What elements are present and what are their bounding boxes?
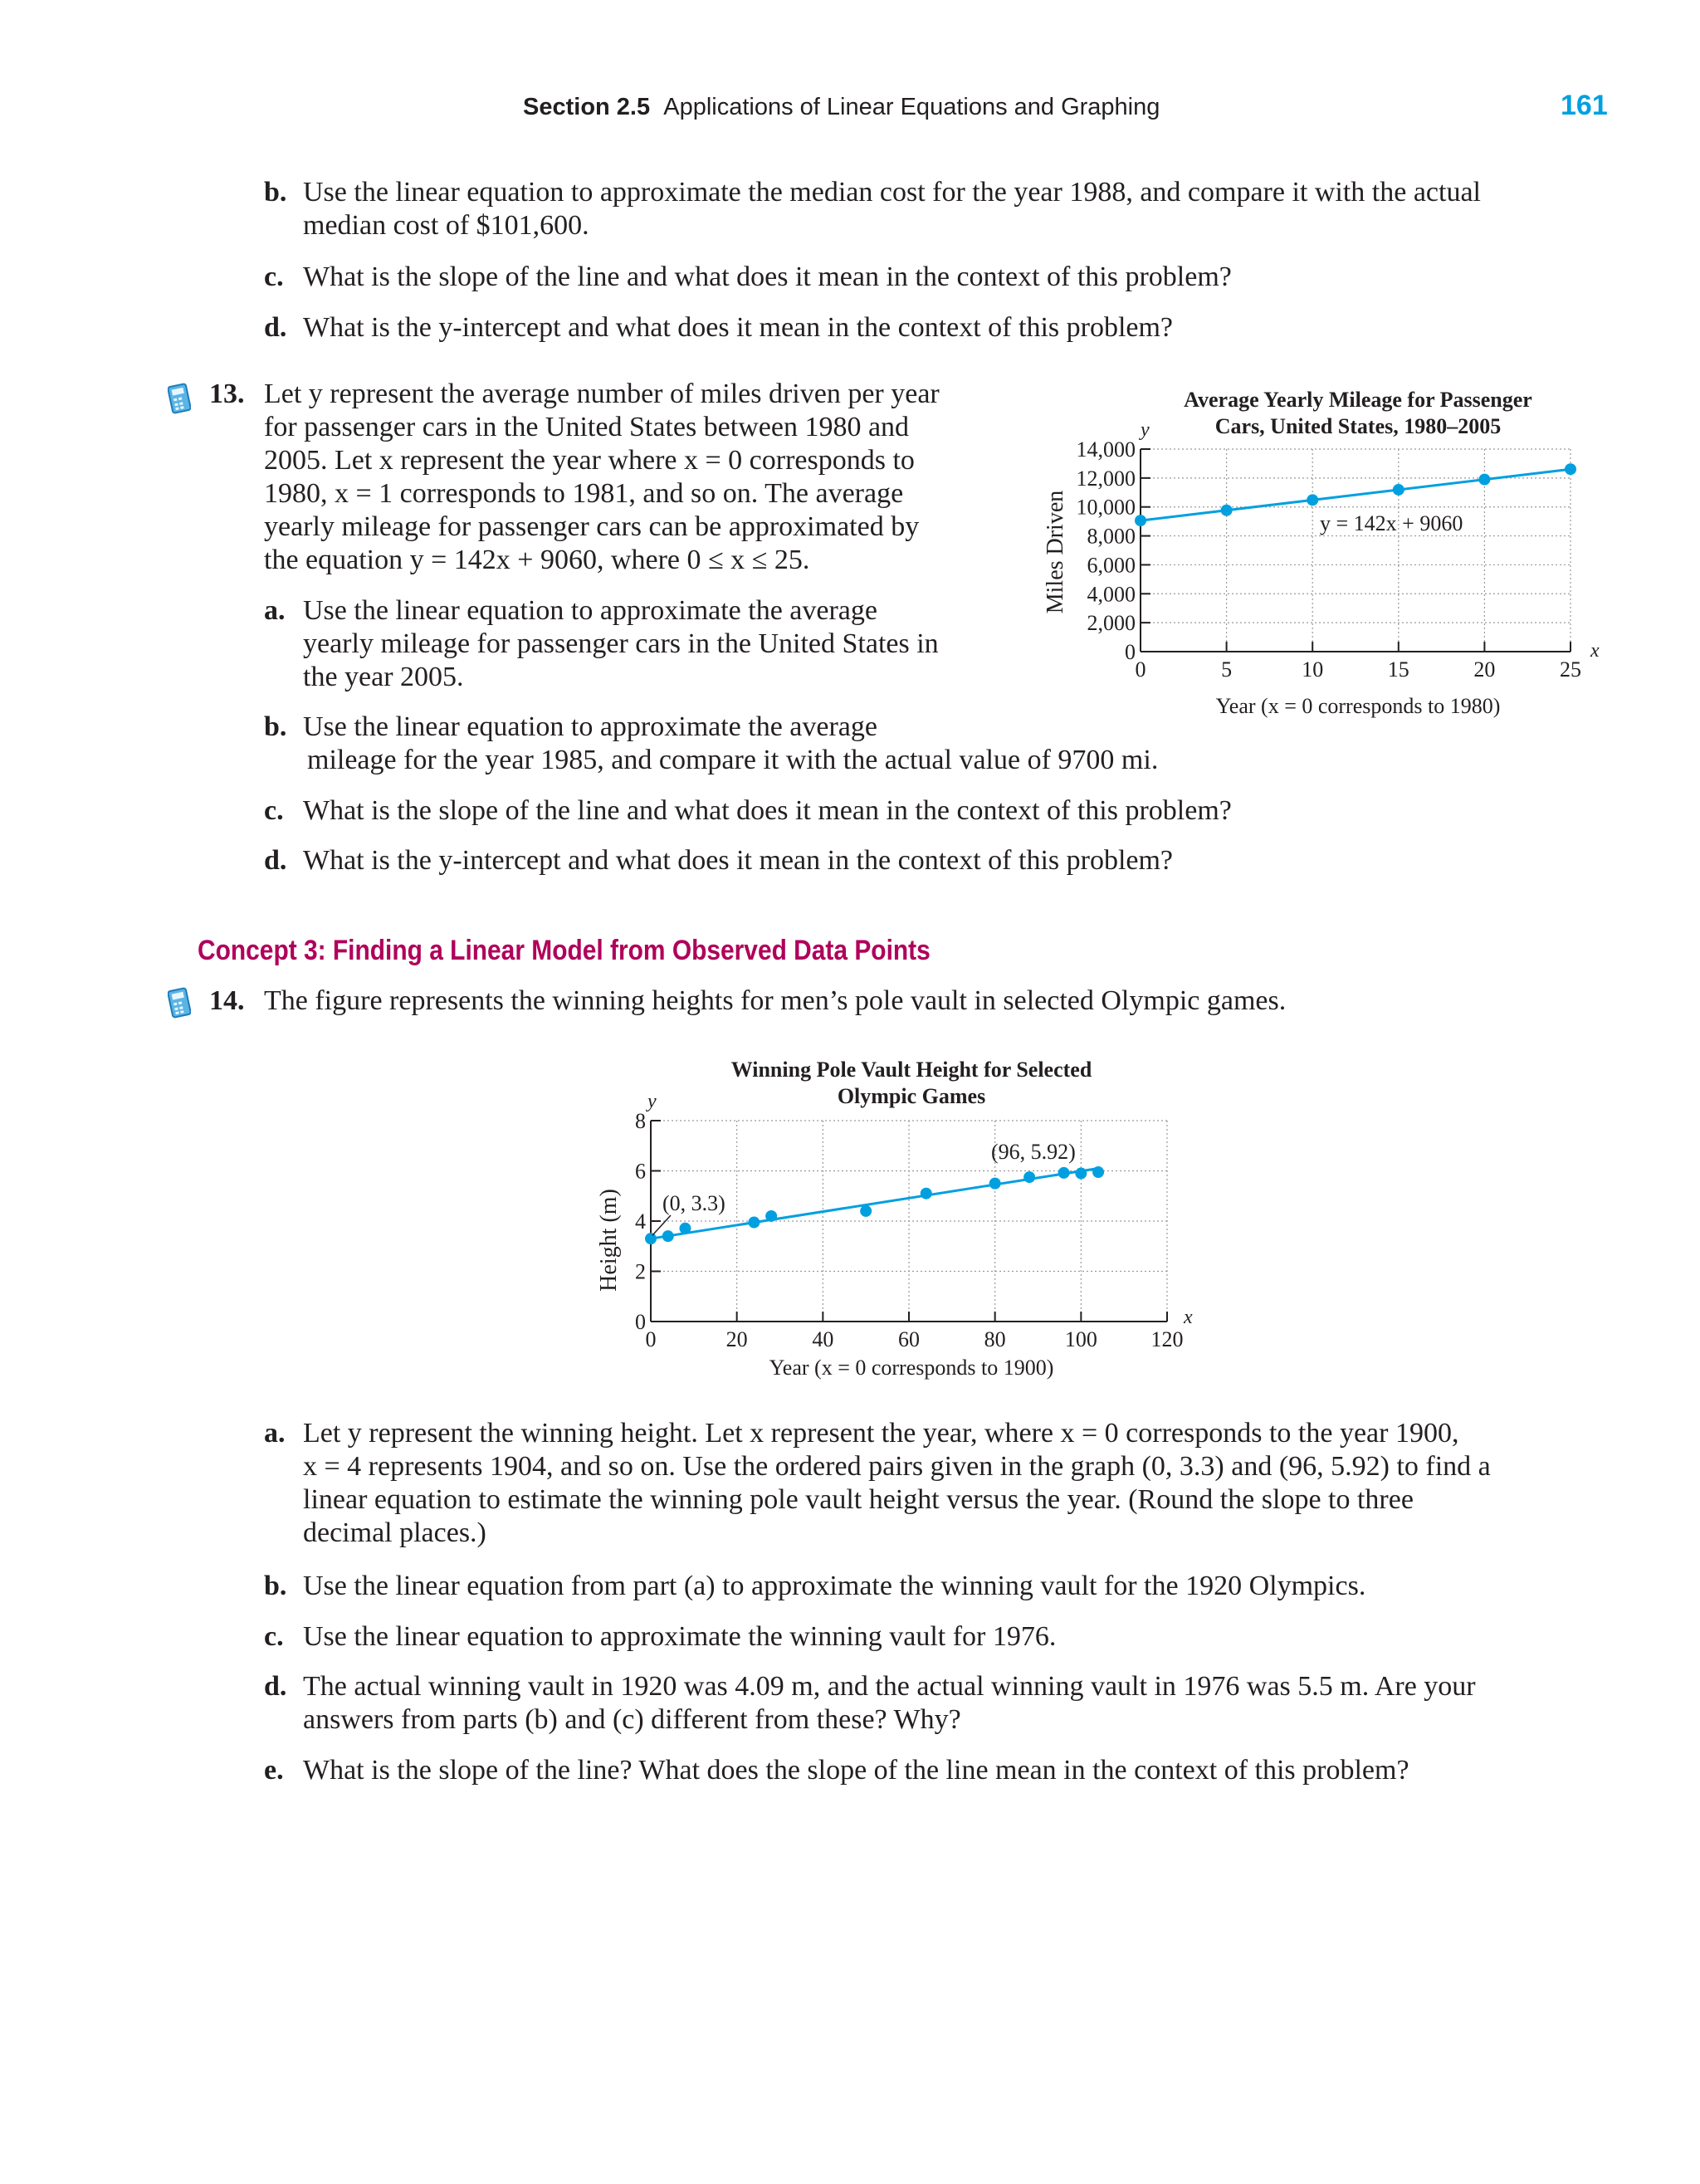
data-point xyxy=(921,1188,932,1199)
y-tick-label: 8,000 xyxy=(1087,524,1136,549)
question-text: Let y represent the winning height. Let x represent the year, where x = 0 corresponds to the year 1900, xyxy=(303,1418,1459,1449)
question-label: d. xyxy=(264,1671,287,1702)
x-axis-title: Year (x = 0 corresponds to 1900) xyxy=(769,1356,1054,1380)
data-point xyxy=(1307,494,1318,506)
y-axis-title: Miles Driven xyxy=(1043,490,1068,614)
question-text: linear equation to estimate the winning pole vault height versus the year. (Round the slope to three xyxy=(303,1484,1414,1515)
point-annotation: (96, 5.92) xyxy=(991,1140,1076,1164)
problem-text: The figure represents the winning heights for men’s pole vault in selected Olympic games. xyxy=(264,985,1287,1016)
y-tick-label: 14,000 xyxy=(1076,437,1136,462)
question-label: c. xyxy=(264,1621,284,1652)
y-tick-label: 2,000 xyxy=(1087,611,1136,636)
problem-text: Let y represent the average number of miles driven per year xyxy=(264,379,940,409)
question-text: answers from parts (b) and (c) different from these? Why? xyxy=(303,1704,961,1735)
x-tick-label: 100 xyxy=(1064,1327,1097,1351)
y-axis-letter: y xyxy=(1141,419,1150,441)
question-text: What is the slope of the line and what does it mean in the context of this problem? xyxy=(303,261,1232,292)
data-point xyxy=(645,1233,657,1244)
chart-title-line1: Average Yearly Mileage for Passenger xyxy=(1184,388,1532,412)
mileage-chart xyxy=(1029,378,1627,726)
question-text: decimal places.) xyxy=(303,1517,486,1548)
chart-title-line1: Winning Pole Vault Height for Selected xyxy=(730,1058,1092,1082)
calculator-icon xyxy=(168,382,191,415)
question-text: What is the y-intercept and what does it mean in the context of this problem? xyxy=(303,312,1174,343)
question-label: e. xyxy=(264,1755,284,1786)
data-point xyxy=(1135,515,1146,526)
data-point xyxy=(1058,1167,1070,1179)
question-label: b. xyxy=(264,177,287,208)
question-label: a. xyxy=(264,595,286,626)
data-point xyxy=(1075,1168,1087,1180)
data-point xyxy=(1393,484,1404,496)
x-tick-label: 10 xyxy=(1302,657,1324,682)
y-tick-label: 4 xyxy=(635,1209,646,1234)
x-tick-label: 60 xyxy=(898,1327,920,1351)
concept-heading: Concept 3: Finding a Linear Model from Observed Data Points xyxy=(198,935,931,966)
section-title: Applications of Linear Equations and Graphing xyxy=(663,94,1160,120)
chart-title-line2: Olympic Games xyxy=(837,1084,986,1108)
x-tick-label: 20 xyxy=(1473,657,1496,682)
question-text: mileage for the year 1985, and compare it with the actual value of 9700 mi. xyxy=(307,745,1159,775)
pole-vault-chart xyxy=(573,1048,1220,1380)
x-tick-label: 0 xyxy=(1135,657,1146,682)
problem-number: 13. xyxy=(209,379,245,409)
running-header xyxy=(523,94,1160,121)
y-tick-label: 2 xyxy=(635,1259,646,1284)
x-tick-label: 15 xyxy=(1387,657,1409,682)
y-tick-label: 6 xyxy=(635,1159,646,1184)
x-tick-label: 120 xyxy=(1150,1327,1184,1351)
question-text: Use the linear equation to approximate the average xyxy=(303,711,877,742)
data-point xyxy=(662,1230,674,1242)
y-axis-title: Height (m) xyxy=(596,1189,622,1292)
y-tick-label: 6,000 xyxy=(1087,553,1136,578)
data-point xyxy=(748,1217,760,1229)
problem-text: the equation y = 142x + 9060, where 0 ≤ x ≤ 25. xyxy=(264,545,810,575)
question-text: What is the slope of the line? What does the slope of the line mean in the context of this problem? xyxy=(303,1755,1409,1786)
section-number: Section 2.5 xyxy=(523,94,651,120)
question-label: d. xyxy=(264,312,287,343)
x-axis-letter: x xyxy=(1590,640,1600,662)
question-text: The actual winning vault in 1920 was 4.09 m, and the actual winning vault in 1976 was 5.5 m. Are your xyxy=(303,1671,1476,1702)
chart-title-line2: Cars, United States, 1980–2005 xyxy=(1214,414,1502,438)
data-point xyxy=(1565,463,1576,475)
x-tick-label: 5 xyxy=(1221,657,1233,682)
x-tick-label: 25 xyxy=(1560,657,1581,682)
question-text: yearly mileage for passenger cars in the United States in xyxy=(303,628,939,659)
question-text: Use the linear equation to approximate the average xyxy=(303,595,877,626)
question-label: c. xyxy=(264,795,284,826)
y-tick-label: 10,000 xyxy=(1076,495,1136,520)
y-axis-letter: y xyxy=(647,1091,657,1112)
question-text: Use the linear equation from part (a) to approximate the winning vault for the 1920 Olympics. xyxy=(303,1571,1366,1601)
problem-number: 14. xyxy=(209,985,245,1016)
x-tick-label: 80 xyxy=(984,1327,1006,1351)
page-number: 161 xyxy=(1561,90,1608,121)
question-text: Use the linear equation to approximate the median cost for the year 1988, and compare it with the actual xyxy=(303,177,1482,208)
problem-text: 2005. Let x represent the year where x = 0 corresponds to xyxy=(264,445,915,476)
point-annotation: (0, 3.3) xyxy=(662,1191,725,1215)
question-text: Use the linear equation to approximate the winning vault for 1976. xyxy=(303,1621,1057,1652)
question-label: c. xyxy=(264,261,284,292)
x-axis-letter: x xyxy=(1184,1307,1193,1328)
data-point xyxy=(1221,505,1233,516)
question-text: What is the y-intercept and what does it mean in the context of this problem? xyxy=(303,845,1174,876)
data-point xyxy=(860,1205,872,1217)
question-text: the year 2005. xyxy=(303,662,464,692)
x-tick-label: 20 xyxy=(725,1327,748,1351)
problem-text: 1980, x = 1 corresponds to 1981, and so on. The average xyxy=(264,478,904,509)
problem-text: yearly mileage for passenger cars can be approximated by xyxy=(264,511,920,542)
question-text: What is the slope of the line and what does it mean in the context of this problem? xyxy=(303,795,1232,826)
data-point xyxy=(1092,1166,1104,1178)
problem-text: for passenger cars in the United States between 1980 and xyxy=(264,412,910,442)
y-tick-label: 0 xyxy=(635,1310,646,1334)
question-label: b. xyxy=(264,711,287,742)
y-tick-label: 0 xyxy=(1125,640,1136,664)
x-tick-label: 0 xyxy=(645,1327,657,1351)
y-tick-label: 8 xyxy=(635,1109,646,1133)
x-tick-label: 40 xyxy=(812,1327,834,1351)
question-text: median cost of $101,600. xyxy=(303,210,589,241)
data-point xyxy=(765,1210,777,1222)
y-tick-label: 4,000 xyxy=(1087,582,1136,607)
question-label: d. xyxy=(264,845,287,876)
calculator-icon xyxy=(168,986,191,1019)
data-point xyxy=(1023,1171,1035,1183)
line-equation-label: y = 142x + 9060 xyxy=(1320,511,1463,535)
y-tick-label: 12,000 xyxy=(1076,466,1136,491)
question-label: b. xyxy=(264,1571,287,1601)
data-point xyxy=(989,1178,1001,1190)
data-point xyxy=(679,1223,691,1234)
data-point xyxy=(1478,474,1490,486)
x-axis-title: Year (x = 0 corresponds to 1980) xyxy=(1215,694,1501,718)
question-label: a. xyxy=(264,1418,286,1449)
question-text: x = 4 represents 1904, and so on. Use the ordered pairs given in the graph (0, 3.3) and (96, 5.92) to find a xyxy=(303,1451,1491,1482)
